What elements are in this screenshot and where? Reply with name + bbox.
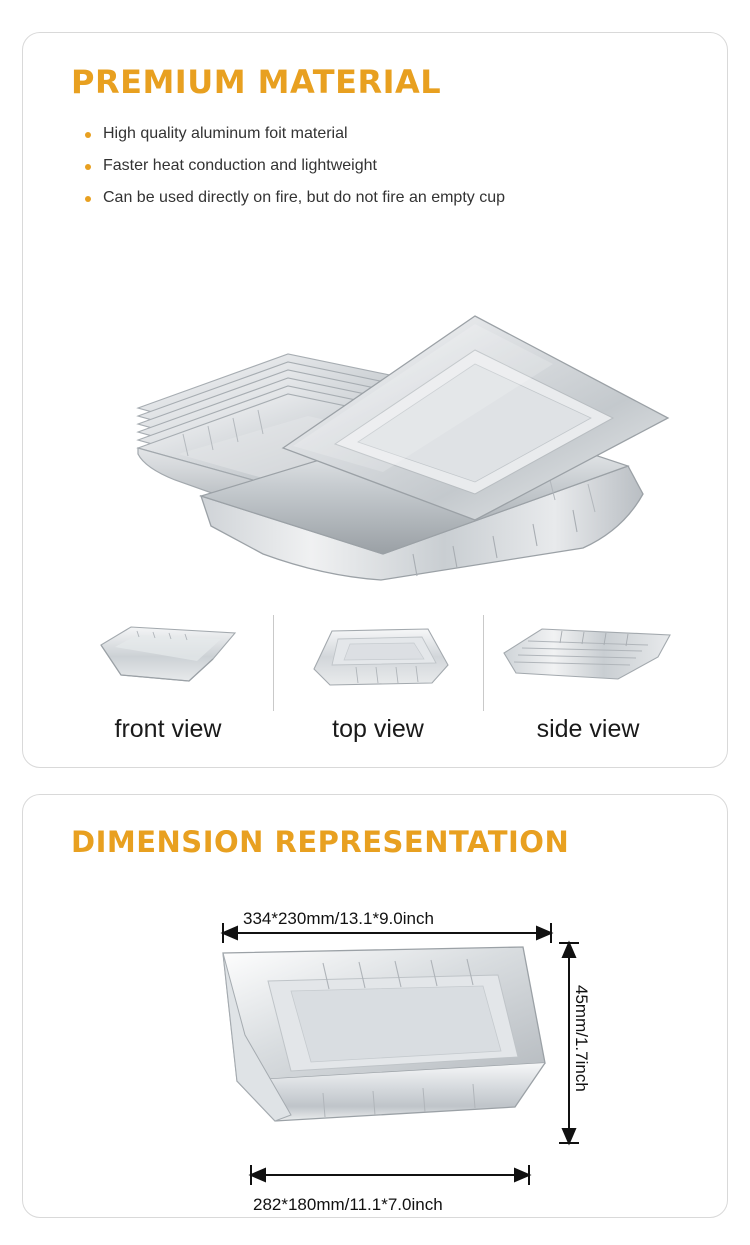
thumbnail-top-view	[273, 603, 483, 768]
dimension-label-top: 334*230mm/13.1*9.0inch	[243, 909, 434, 928]
list-item: Faster heat conduction and lightweight	[85, 157, 505, 175]
page-title-dimension: DIMENSION REPRESENTATION	[71, 825, 570, 859]
dimension-arrow-bottom	[251, 1165, 529, 1185]
thumbnail-side-view	[483, 603, 693, 768]
page-title-premium: PREMIUM MATERIAL	[71, 63, 442, 101]
tray-top-view-illustration	[298, 617, 458, 699]
top-view-icon	[273, 603, 483, 713]
tray-side-view-illustration	[498, 617, 678, 699]
thumbnail-front-view	[63, 603, 273, 768]
thumbnail-divider	[273, 615, 274, 711]
premium-material-panel	[22, 32, 728, 768]
front-view-icon	[63, 603, 273, 713]
dimension-diagram-svg	[23, 885, 729, 1215]
dimension-representation-panel	[22, 794, 728, 1218]
tray-front-view-illustration	[93, 617, 243, 699]
foil-tray-stack-illustration	[83, 258, 673, 583]
dimension-label-side: 45mm/1.7inch	[572, 985, 591, 1092]
list-item: High quality aluminum foit material	[85, 125, 505, 143]
thumbnail-divider	[483, 615, 484, 711]
list-item: Can be used directly on fire, but do not fire an empty cup	[85, 189, 505, 207]
view-thumbnails	[63, 603, 693, 768]
side-view-icon	[483, 603, 693, 713]
dimension-label-bottom: 282*180mm/11.1*7.0inch	[253, 1195, 443, 1214]
tray-dimension-illustration	[223, 947, 545, 1121]
thumbnail-caption: side view	[536, 715, 640, 743]
feature-bullet-list	[85, 125, 505, 221]
dimension-diagram	[23, 885, 729, 1215]
thumbnail-caption: front view	[114, 715, 222, 743]
hero-product-image	[83, 258, 673, 583]
thumbnail-caption: top view	[332, 715, 424, 743]
